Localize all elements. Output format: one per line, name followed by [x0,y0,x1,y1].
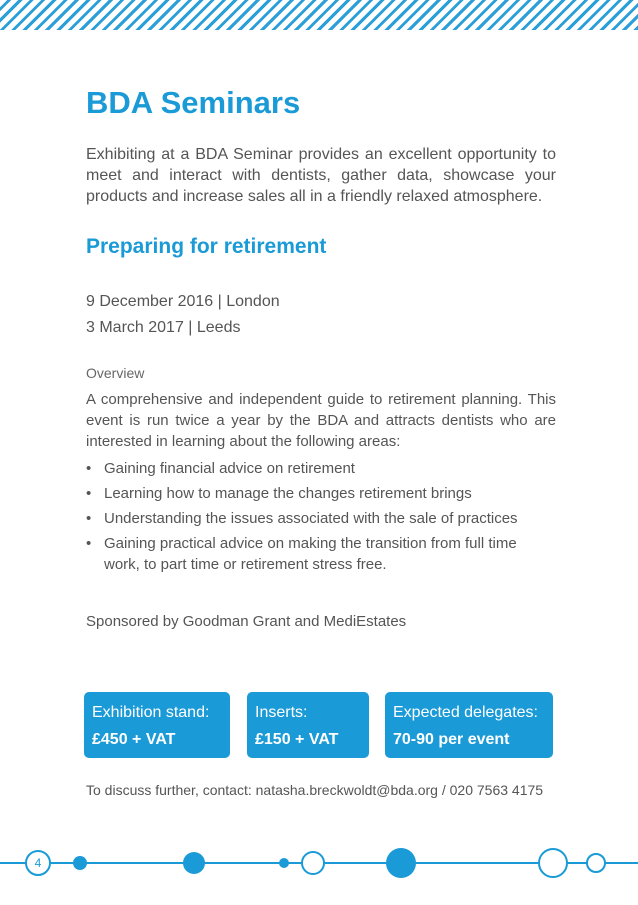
decorative-stripe-band [0,0,638,30]
list-item [86,483,556,504]
topics-list [86,458,556,575]
event-date-london: 9 December 2016 | London [86,293,280,310]
timeline-dot-icon [386,848,416,878]
list-item [86,533,556,575]
expected-delegates-box [385,692,553,758]
event-date-leeds: 3 March 2017 | Leeds [86,319,241,336]
exhibition-stand-box [84,692,230,758]
inserts-price: £150 + VAT [255,731,339,748]
bullet-icon: • [86,510,92,527]
list-item-text: Gaining practical advice on making the transition from full time work, to part time or retirement stress free. [104,535,517,573]
timeline-ring-icon [586,853,606,873]
event-heading: Preparing for retirement [86,235,327,258]
bullet-icon: • [86,535,92,552]
timeline-dot-icon [183,852,205,874]
intro-paragraph: Exhibiting at a BDA Seminar provides an excellent opportunity to meet and interact with dentists, gather data, showcase your products and increase sales all in a friendly relaxed atmosphere. [86,146,556,205]
overview-label: Overview [86,365,145,381]
inserts-label: Inserts: [255,704,308,721]
exhibition-stand-label: Exhibition stand: [92,704,210,721]
bullet-icon: • [86,485,92,502]
bullet-icon: • [86,460,92,477]
list-item [86,458,556,479]
timeline-dot-icon [73,856,87,870]
expected-delegates-value: 70-90 per event [393,731,510,748]
overview-text: A comprehensive and independent guide to retirement planning. This event is run twice a year by the BDA and attracts dentists who are interested in learning about the following areas: [86,391,556,450]
exhibition-stand-price: £450 + VAT [92,731,176,748]
sponsor-text: Sponsored by Goodman Grant and MediEstates [86,613,407,630]
event-dates [86,289,556,341]
list-item-text: Understanding the issues associated with the sale of practices [104,510,518,527]
timeline-dot-icon [279,858,289,868]
contact-line: To discuss further, contact: natasha.breckwoldt@bda.org / 020 7563 4175 [86,782,544,798]
timeline-ring-icon [301,851,325,875]
page-number: 4 [25,850,51,876]
expected-delegates-label: Expected delegates: [393,704,538,721]
main-content [86,84,556,632]
page-title: BDA Seminars [86,85,301,120]
timeline-ring-icon [538,848,568,878]
list-item-text: Gaining financial advice on retirement [104,460,355,477]
inserts-box [247,692,369,758]
list-item [86,508,556,529]
list-item-text: Learning how to manage the changes retirement brings [104,485,472,502]
